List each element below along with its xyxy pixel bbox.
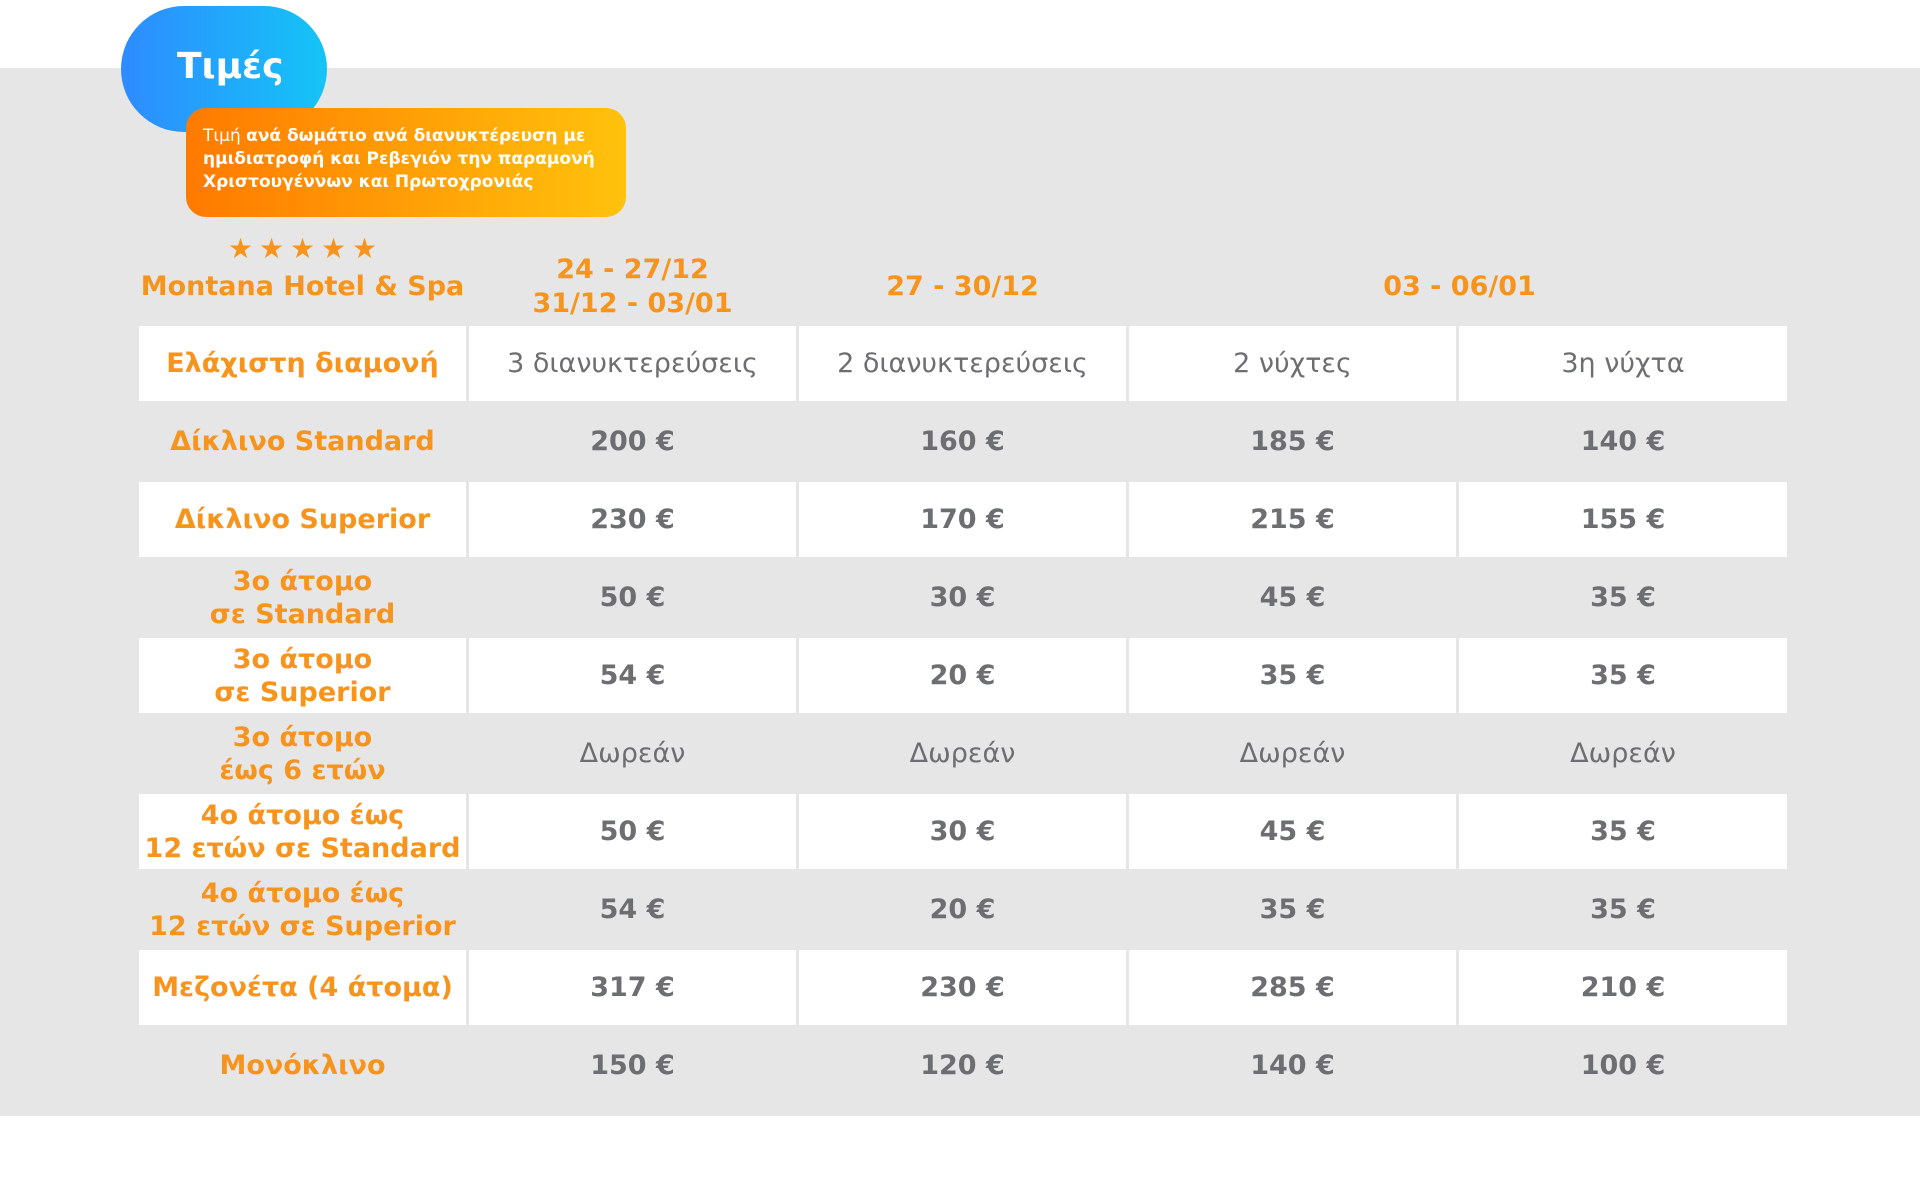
star-icon: ★ — [320, 232, 349, 265]
table-cell: 35 € — [1459, 638, 1787, 713]
table-cell: 155 € — [1459, 482, 1787, 557]
section-title: Τιμές — [177, 46, 284, 87]
table-cell: 285 € — [1129, 950, 1456, 1025]
table-cell: 185 € — [1129, 404, 1456, 479]
table-cell: 50 € — [469, 794, 796, 869]
table-cell: 170 € — [799, 482, 1126, 557]
table-cell: 150 € — [469, 1028, 796, 1103]
price-note-text: ανά δωμάτιο ανά διανυκτέρευση με ημιδιατροφή και Ρεβεγιόν την παραμονή Χριστουγέννων και Πρωτοχρονιάς — [203, 126, 595, 192]
table-cell: 3 διανυκτερεύσεις — [469, 326, 796, 401]
price-table — [139, 326, 1790, 1106]
star-icon: ★ — [258, 232, 287, 265]
star-icon: ★ — [351, 232, 380, 265]
row-label: 4ο άτομο έως 12 ετών σε Standard — [139, 794, 466, 869]
table-cell: 35 € — [1459, 560, 1787, 635]
table-cell: 100 € — [1459, 1028, 1787, 1103]
table-cell: 2 διανυκτερεύσεις — [799, 326, 1126, 401]
table-cell: 50 € — [469, 560, 796, 635]
table-cell: 215 € — [1129, 482, 1456, 557]
table-cell: 45 € — [1129, 794, 1456, 869]
table-cell: 2 νύχτες — [1129, 326, 1456, 401]
table-cell: 54 € — [469, 638, 796, 713]
table-cell: 20 € — [799, 638, 1126, 713]
period-header-1 — [469, 253, 796, 321]
table-row — [139, 560, 1790, 635]
table-cell: 35 € — [1129, 872, 1456, 947]
table-cell: 120 € — [799, 1028, 1126, 1103]
table-cell: 20 € — [799, 872, 1126, 947]
table-cell: 210 € — [1459, 950, 1787, 1025]
period-header-3: 03 - 06/01 — [1383, 271, 1536, 302]
table-cell: 230 € — [799, 950, 1126, 1025]
table-row — [139, 794, 1790, 869]
hotel-name: Montana Hotel & Spa — [140, 271, 465, 302]
row-label: 3ο άτομο σε Standard — [139, 560, 466, 635]
table-cell: Δωρεάν — [469, 716, 796, 791]
table-cell: 54 € — [469, 872, 796, 947]
table-row — [139, 482, 1790, 557]
row-label: 3ο άτομο σε Superior — [139, 638, 466, 713]
table-cell: Δωρεάν — [799, 716, 1126, 791]
table-cell: 200 € — [469, 404, 796, 479]
period-1-line-1: 24 - 27/12 — [556, 254, 709, 285]
table-row — [139, 638, 1790, 713]
table-cell: 140 € — [1129, 1028, 1456, 1103]
row-label: Μεζονέτα (4 άτομα) — [139, 950, 466, 1025]
table-row — [139, 1028, 1790, 1103]
table-cell: 35 € — [1459, 872, 1787, 947]
table-cell: 30 € — [799, 560, 1126, 635]
row-label: Δίκλινο Standard — [139, 404, 466, 479]
table-cell: Δωρεάν — [1129, 716, 1456, 791]
table-row — [139, 716, 1790, 791]
table-cell: 3η νύχτα — [1459, 326, 1787, 401]
row-label: Ελάχιστη διαμονή — [139, 326, 466, 401]
table-cell: 160 € — [799, 404, 1126, 479]
table-row — [139, 326, 1790, 401]
price-note-lead: Τιμή — [203, 126, 241, 146]
price-note — [186, 108, 626, 217]
table-cell: 30 € — [799, 794, 1126, 869]
table-cell: 35 € — [1459, 794, 1787, 869]
row-label: 3ο άτομο έως 6 ετών — [139, 716, 466, 791]
period-header-2: 27 - 30/12 — [886, 271, 1039, 302]
star-icon: ★ — [227, 232, 256, 265]
table-cell: 140 € — [1459, 404, 1787, 479]
row-label: Μονόκλινο — [139, 1028, 466, 1103]
period-1-line-2: 31/12 - 03/01 — [532, 288, 733, 319]
table-row — [139, 950, 1790, 1025]
table-row — [139, 872, 1790, 947]
table-cell: 317 € — [469, 950, 796, 1025]
table-cell: 230 € — [469, 482, 796, 557]
star-icon: ★ — [289, 232, 318, 265]
table-cell: 45 € — [1129, 560, 1456, 635]
row-label: 4ο άτομο έως 12 ετών σε Superior — [139, 872, 466, 947]
hotel-rating — [226, 232, 386, 272]
table-row — [139, 404, 1790, 479]
table-cell: 35 € — [1129, 638, 1456, 713]
table-cell: Δωρεάν — [1459, 716, 1787, 791]
row-label: Δίκλινο Superior — [139, 482, 466, 557]
